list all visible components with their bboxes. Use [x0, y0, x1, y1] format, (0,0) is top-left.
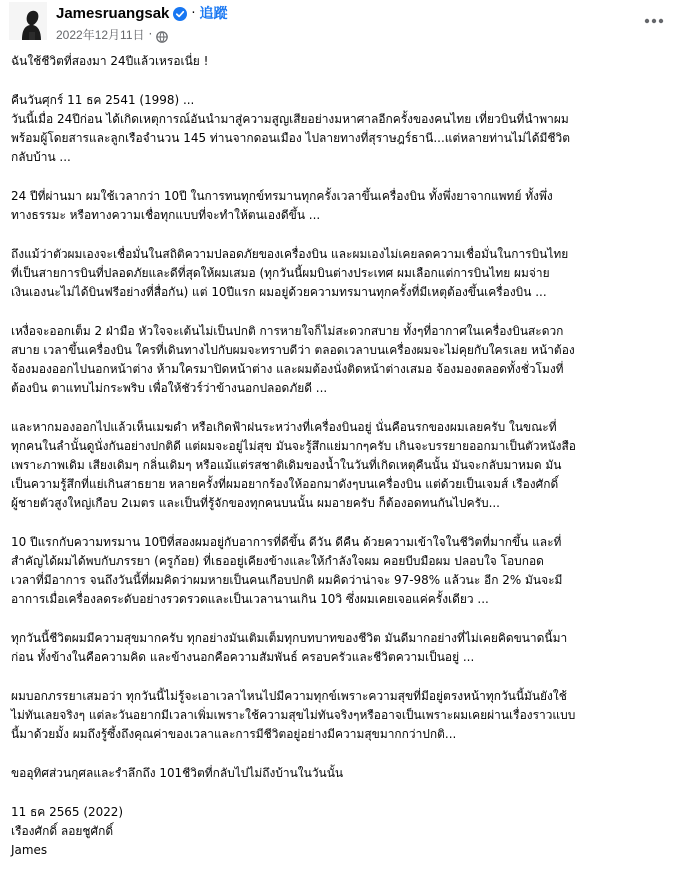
post-paragraph — [11, 764, 671, 783]
post-text-line: ฉันใช้ชีวิตที่สองมา 24ปีแล้วเหรอเนี่ย ! — [11, 54, 209, 68]
post-header — [0, 0, 679, 50]
post-text-line: วันนี้เมื่อ 24ปีก่อน ได้เกิดเหตุการณ์อันนำมาสู่ความสูญเสียอย่างมหาศาลอีกครั้งของคนไทย เที่ยวบินที่นำพาผม — [11, 112, 569, 126]
post-text-line: ทางธรรมะ หรือทางความเชื่อทุกแบบที่จะทำให้ตนเองดีขึ้น ... — [11, 208, 321, 222]
post-text-line: ก่อน ทั้งข้างในคือความคิด และข้างนอกคือความสัมพันธ์ ครอบครัวและชีวิตความเป็นอยู่ ... — [11, 650, 475, 664]
post-text-line: พร้อมผู้โดยสารและลูกเรือจำนวน 145 ท่านจากดอนเมือง ไปลายทางที่สุราษฎร์ธานี...แต่หลายท่านไม่ได้มีชีวิต — [11, 131, 571, 145]
post-paragraph — [11, 687, 671, 744]
author-row — [56, 3, 228, 23]
post-meta — [56, 26, 168, 42]
post-paragraph — [11, 91, 671, 167]
post-text-line: ทุกคนในลำนั้นดูนั่งกันอย่างปกติดี แต่ผมจะอยู่ไม่สุข มันจะรู้สึกแย่มากๆครับ เกินจะบรรยายออกมาเป็นตัวหนังสือ — [11, 439, 576, 453]
post-text-line: อาการเมื่อเครื่องลดระดับอย่างรวดรวดและเป็นเวลานานเกิน 10วิ ซึ่งผมเคยเจอแค่ครั้งเดียว ... — [11, 592, 489, 606]
verified-badge-icon — [173, 6, 187, 20]
post-text-line: เวลาที่มีอาการ จนถึงวันนี้ที่ผมคิดว่าผมหายเป็นคนเกือบปกติ ผมคิดว่าน่าจะ 97-98% แล้วนะ อีก 2% มันจะมี — [11, 573, 563, 587]
post-paragraph — [11, 187, 671, 225]
post-text-line: สบาย เวลาขึ้นเครื่องบิน ใครที่เดินทางไปกับผมจะทราบดีว่า ตลอดเวลาบนเครื่องผมจะไม่คุยกับใครเลย หน้าต้อง — [11, 343, 575, 357]
post-text-line: กลับบ้าน ... — [11, 150, 71, 164]
meta-separator-dot: · — [148, 27, 153, 41]
post-paragraph — [11, 803, 671, 860]
post-text-line: และหากมองออกไปแล้วเห็นเมฆดำ หรือเกิดฟ้าฝนระหว่างที่เครื่องบินอยู่ นั่นคือนรกของผมเลยครับ ในขณะที่ — [11, 420, 557, 434]
follow-button[interactable]: 追蹤 — [199, 5, 228, 21]
post-paragraph — [11, 245, 671, 302]
post-paragraph — [11, 629, 671, 667]
more-horizontal-icon — [644, 18, 664, 24]
person-silhouette-icon — [9, 2, 47, 40]
post-text-line: 24 ปีที่ผ่านมา ผมใช้เวลากว่า 10ปี ในการทนทุกข์ทรมานทุกครั้งเวลาขึ้นเครื่องบิน ทั้งพึ่งยาจากแพทย์ ทั้งพึ่ง — [11, 189, 553, 203]
post-text-line: เหงื่อจะออกเต็ม 2 ฝ่ามือ หัวใจจะเต้นไม่เป็นปกติ การหายใจก็ไม่สะดวกสบาย ทั้งๆที่อากาศในเครื่องบินสะดวก — [11, 324, 564, 338]
post-text-line: ทุกวันนี้ชีวิตผมมีความสุขมากครับ ทุกอย่างมันเติมเต็มทุกบทบาทของชีวิต มันดีมากอย่างที่ไม่เคยคิดขนาดนี้มา — [11, 631, 568, 645]
post-text-line: สำคัญได้ผมได้พบกับภรรยา (ครูก้อย) ที่เธออยู่เคียงข้างและให้กำลังใจผม คอยบีบมือผม ปลอบใจ โอบกอด — [11, 554, 544, 568]
author-name[interactable]: Jamesruangsak — [56, 4, 170, 22]
post-text-line: นี้มาด้วยมั้ง ผมถึงรู้ซึ้งถึงคุณค่าของเวลาและการมีชีวิตอยู่อย่างมีความสุขมากกว่าปกติ... — [11, 727, 457, 741]
separator-dot: · — [191, 5, 196, 21]
post-text-line: 10 ปีแรกกับความทรมาน 10ปีที่สองผมอยู่กับอาการที่ดีขึ้น ดีวัน ดีคืน ด้วยความเข้าใจในชีวิตที่มากขึ้น และที่ — [11, 535, 562, 549]
post-text-line: ขออุทิศส่วนกุศลและรำลึกถึง 101ชีวิตที่กลับไปไม่ถึงบ้านในวันนั้น — [11, 766, 344, 780]
post-text-line: ผมบอกภรรยาเสมอว่า ทุกวันนี้ไม่รู้จะเอาเวลาไหนไปมีความทุกข์เพราะความสุขที่มีอยู่ตรงหน้าทุกวันนี้มันยังใช้ — [11, 689, 567, 703]
post-text-line: James — [11, 843, 48, 857]
post-text-line: จ้องมองออกไปนอกหน้าต่าง ห้ามใครมาปิดหน้าต่าง และผมต้องนั่งติดหน้าต่างเสมอ จ้องมองตลอดทั้งชั่วโมงที่ — [11, 362, 564, 376]
post-text-line: เป็นความรู้สึกที่แย่เกินสาธยาย หลายครั้งที่ผมอยากร้องให้ออกมาดังๆบนเครื่องบิน แต่ด้วยเป็นเจมส์ เรืองศักดิ์ — [11, 477, 559, 491]
post-text-line: ไม่ทันเลยจริงๆ แต่ละวันอยากมีเวลาเพิ่มเพราะใช้ความสุขไม่ทันจริงๆหรืออาจเป็นเพราะผมเคยผ่านเรื่องราวแบบ — [11, 708, 576, 722]
post-text-line: คืนวันศุกร์ 11 ธค 2541 (1998) ... — [11, 93, 195, 107]
author-avatar[interactable] — [9, 2, 47, 40]
post-paragraph — [11, 418, 671, 513]
post-text-line: เรืองศักดิ์ ลอยชูศักดิ์ — [11, 824, 114, 838]
globe-icon[interactable] — [156, 28, 168, 40]
post-text-line: 11 ธค 2565 (2022) — [11, 805, 124, 819]
post-text-line: ต้องบิน ตาแทบไม่กระพริบ เพื่อให้ชัวร์ว่าข้างนอกปลอดภัยดี ... — [11, 381, 328, 395]
post-paragraph — [11, 533, 671, 609]
post-text-line: เงินเองนะไม่ได้บินฟรีอย่างที่สื่อกัน) แต่ 10ปีแรก ผมอยู่ด้วยความทรมานทุกครั้งที่มีเหตุต้องขึ้นเครื่องบิน ... — [11, 285, 547, 299]
post-text-line: เพราะภาพเดิม เสียงเดิมๆ กลิ่นเดิมๆ หรือแม้แต่รสชาติเดิมของน้ำในวันที่เกิดเหตุคืนนั้น มันจะกลับมาหมด มัน — [11, 458, 562, 472]
post-text-line: ผู้ชายตัวสูงใหญ่เกือบ 2เมตร และเป็นที่รู้จักของทุกคนบนนั้น ผมอายครับ ก็ต้องอดทนกันไปครับ... — [11, 496, 500, 510]
post-paragraph — [11, 52, 671, 71]
post-timestamp[interactable]: 2022年12月11日 — [56, 27, 145, 42]
more-options-button[interactable] — [639, 6, 669, 36]
post-paragraph — [11, 322, 671, 398]
post-text-line: ถึงแม้ว่าตัวผมเองจะเชื่อมั่นในสถิติความปลอดภัยของเครื่องบิน และผมเองไม่เคยลดความเชื่อมั่นในการบินไทย — [11, 247, 569, 261]
post-text-line: ที่เป็นสายการบินที่ปลอดภัยและดีที่สุดให้ผมเสมอ (ทุกวันนี้ผมบินต่างประเทศ ผมเลือกแต่การบินไทย ผมจ่าย — [11, 266, 550, 280]
post-body — [11, 52, 671, 880]
